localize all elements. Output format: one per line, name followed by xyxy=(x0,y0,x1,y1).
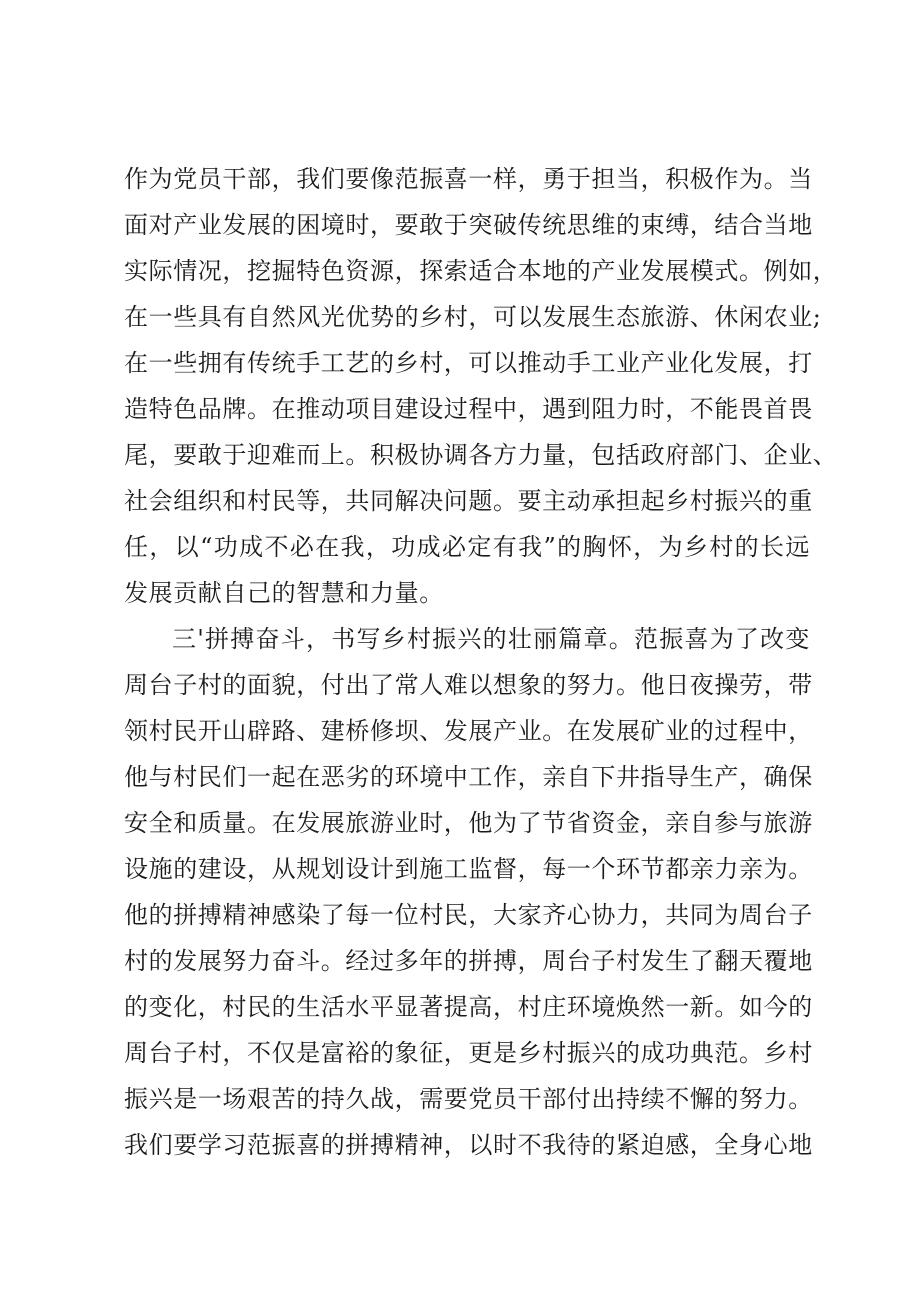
text-line: 造特色品牌。在推动项目建设过程中，遇到阻力时，不能畏首畏 xyxy=(124,395,813,423)
text-line: 在一些拥有传统手工艺的乡村，可以推动手工业产业化发展，打 xyxy=(124,349,813,377)
text-line: 安全和质量。在发展旅游业时，他为了节省资金，亲自参与旅游 xyxy=(124,809,813,837)
text-line: 他的拼搏精神感染了每一位村民，大家齐心协力，共同为周台子 xyxy=(124,901,813,929)
section-heading-line: 三'拼搏奋斗，书写乡村振兴的壮丽篇章。范振喜为了改变 xyxy=(172,625,810,653)
paragraph-end-line: 发展贡献自己的智慧和力量。 xyxy=(124,579,444,607)
text-line: 在一些具有自然风光优势的乡村，可以发展生态旅游、休闲农业; xyxy=(124,303,822,331)
text-line: 设施的建设，从规划设计到施工监督，每一个环节都亲力亲为。 xyxy=(124,855,813,883)
text-line: 村的发展努力奋斗。经过多年的拼搏，周台子村发生了翻天覆地 xyxy=(124,947,813,975)
text-line: 周台子村，不仅是富裕的象征，更是乡村振兴的成功典范。乡村 xyxy=(124,1039,813,1067)
text-line: 任，以“功成不必在我，功成必定有我”的胸怀，为乡村的长远 xyxy=(124,533,810,561)
text-line: 社会组织和村民等，共同解决问题。要主动承担起乡村振兴的重 xyxy=(124,487,813,515)
text-line: 作为党员干部，我们要像范振喜一样，勇于担当，积极作为。当 xyxy=(124,165,813,193)
text-line: 实际情况，挖掘特色资源，探索适合本地的产业发展模式。例如， xyxy=(124,257,838,285)
text-line: 的变化，村民的生活水平显著提高，村庄环境焕然一新。如今的 xyxy=(124,993,813,1021)
text-line: 我们要学习范振喜的拼搏精神，以时不我待的紧迫感，全身心地 xyxy=(124,1131,813,1159)
text-line: 周台子村的面貌，付出了常人难以想象的努力。他日夜操劳，带 xyxy=(124,671,813,699)
text-line: 振兴是一场艰苦的持久战，需要党员干部付出持续不懈的努力。 xyxy=(124,1085,813,1113)
text-line: 他与村民们一起在恶劣的环境中工作，亲自下井指导生产，确保 xyxy=(124,763,813,791)
text-line: 领村民开山辟路、建桥修坝、发展产业。在发展矿业的过程中， xyxy=(124,717,813,745)
text-line: 面对产业发展的困境时，要敢于突破传统思维的束缚，结合当地 xyxy=(124,211,813,239)
text-line: 尾，要敢于迎难而上。积极协调各方力量，包括政府部门、企业、 xyxy=(124,441,838,469)
